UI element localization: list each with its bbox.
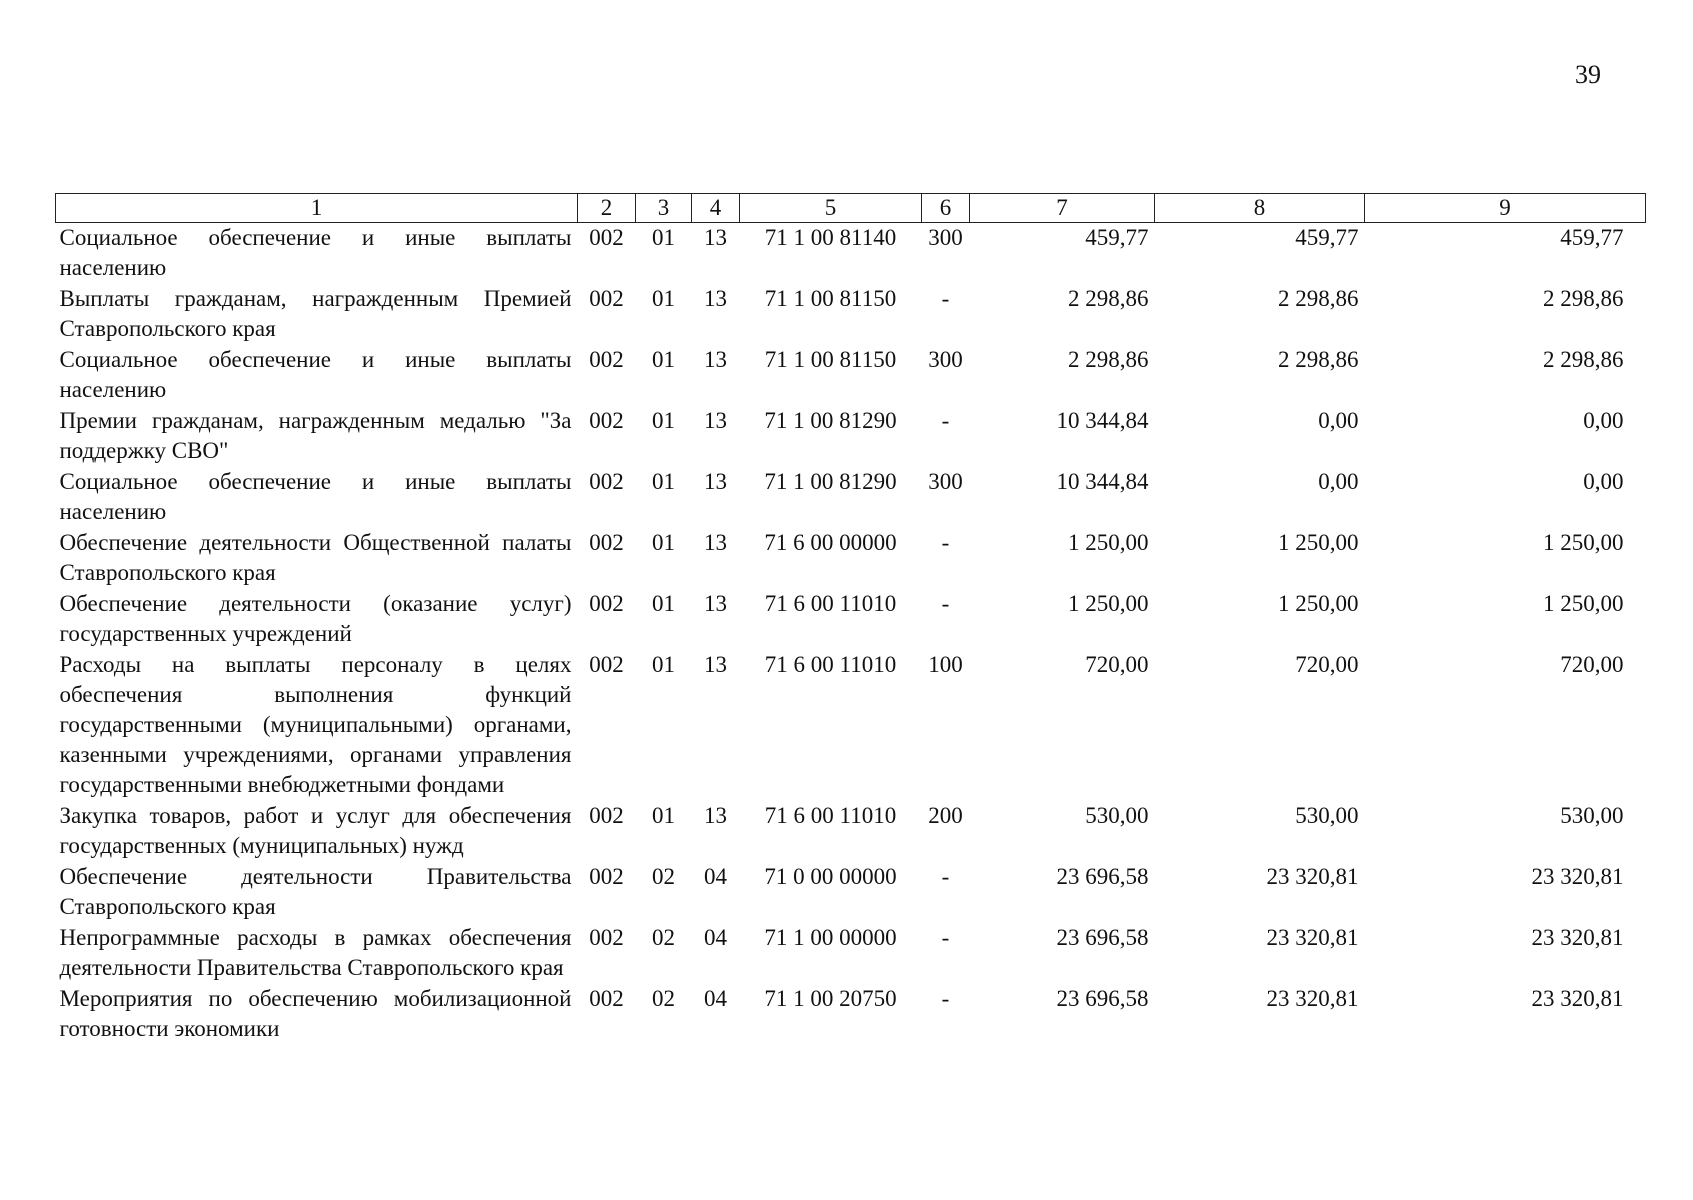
cell-target-code: 71 6 00 11010 — [764, 591, 897, 616]
table-row — [56, 862, 1646, 923]
cell-target-code: 71 1 00 20750 — [764, 986, 897, 1011]
cell-section-code: 01 — [652, 530, 675, 555]
cell-amount-col8: 2 298,86 — [1278, 286, 1359, 311]
cell-item-name: Расходы на выплаты персоналу в целях обеспечения выполнения функций государственными (муниципальными) органами, казенными учреждениями, органами управления государственными внебюджетными фондами — [59, 652, 572, 797]
cell-section-code: 01 — [652, 408, 675, 433]
cell-subsection-code: 13 — [704, 469, 727, 494]
cell-amount-col7: 23 696,58 — [1056, 864, 1149, 889]
header-row — [56, 194, 1646, 223]
cell-ministry-code: 002 — [589, 986, 624, 1011]
cell-ministry-code: 002 — [589, 591, 624, 616]
cell-target-code: 71 1 00 81140 — [764, 225, 897, 250]
cell-section-code: 02 — [652, 986, 675, 1011]
page-number: 39 — [1575, 60, 1601, 89]
cell-expense-type: 100 — [928, 652, 963, 677]
cell-item-name: Социальное обеспечение и иные выплаты населению — [59, 347, 572, 402]
cell-subsection-code: 04 — [704, 864, 727, 889]
table-row — [56, 284, 1646, 345]
cell-subsection-code: 13 — [704, 591, 727, 616]
table-row — [56, 223, 1646, 285]
cell-expense-type: - — [941, 864, 950, 889]
cell-subsection-code: 13 — [704, 225, 727, 250]
cell-section-code: 01 — [652, 225, 675, 250]
cell-section-code: 01 — [652, 347, 675, 372]
column-header-9: 9 — [1365, 194, 1646, 223]
budget-table-container — [55, 193, 1645, 1045]
cell-item-name: Непрограммные расходы в рамках обеспечения деятельности Правительства Ставропольского края — [59, 925, 572, 980]
table-row — [56, 406, 1646, 467]
cell-expense-type: - — [941, 591, 950, 616]
cell-item-name: Социальное обеспечение и иные выплаты населению — [59, 225, 572, 280]
cell-expense-type: - — [941, 925, 950, 950]
cell-amount-col7: 10 344,84 — [1056, 469, 1149, 494]
cell-ministry-code: 002 — [589, 286, 624, 311]
cell-expense-type: - — [941, 286, 950, 311]
cell-item-name: Обеспечение деятельности (оказание услуг) государственных учреждений — [59, 591, 572, 646]
column-header-6: 6 — [922, 194, 970, 223]
cell-item-name: Выплаты гражданам, награжденным Премией Ставропольского края — [59, 286, 572, 341]
cell-section-code: 02 — [652, 925, 675, 950]
cell-subsection-code: 13 — [704, 286, 727, 311]
cell-item-name: Премии гражданам, награжденным медалью "За поддержку СВО" — [59, 408, 572, 463]
cell-subsection-code: 04 — [704, 986, 727, 1011]
cell-amount-col9: 1 250,00 — [1543, 530, 1624, 555]
cell-amount-col8: 530,00 — [1295, 803, 1359, 828]
cell-ministry-code: 002 — [589, 347, 624, 372]
column-header-3: 3 — [636, 194, 692, 223]
cell-target-code: 71 1 00 81150 — [764, 347, 897, 372]
cell-amount-col7: 1 250,00 — [1068, 530, 1149, 555]
cell-expense-type: 300 — [928, 347, 963, 372]
cell-item-name: Социальное обеспечение и иные выплаты населению — [59, 469, 572, 524]
cell-subsection-code: 04 — [704, 925, 727, 950]
cell-section-code: 01 — [652, 652, 675, 677]
cell-amount-col7: 10 344,84 — [1056, 408, 1149, 433]
cell-subsection-code: 13 — [704, 803, 727, 828]
cell-target-code: 71 1 00 00000 — [764, 925, 897, 950]
column-header-1: 1 — [56, 194, 578, 223]
cell-expense-type: - — [941, 408, 950, 433]
cell-expense-type: 200 — [928, 803, 963, 828]
cell-amount-col8: 1 250,00 — [1278, 530, 1359, 555]
cell-amount-col7: 459,77 — [1085, 225, 1149, 250]
cell-expense-type: 300 — [928, 469, 963, 494]
table-row — [56, 984, 1646, 1045]
table-row — [56, 345, 1646, 406]
table-body — [56, 223, 1646, 1046]
cell-amount-col9: 23 320,81 — [1531, 925, 1624, 950]
cell-item-name: Мероприятия по обеспечению мобилизационной готовности экономики — [59, 986, 572, 1041]
table-row — [56, 650, 1646, 801]
cell-amount-col9: 720,00 — [1560, 652, 1624, 677]
cell-amount-col9: 530,00 — [1560, 803, 1624, 828]
column-header-7: 7 — [970, 194, 1155, 223]
cell-subsection-code: 13 — [704, 530, 727, 555]
cell-target-code: 71 6 00 00000 — [764, 530, 897, 555]
cell-amount-col9: 23 320,81 — [1531, 986, 1624, 1011]
cell-amount-col7: 1 250,00 — [1068, 591, 1149, 616]
table-row — [56, 801, 1646, 862]
cell-item-name: Обеспечение деятельности Общественной палаты Ставропольского края — [59, 530, 572, 585]
column-header-5: 5 — [740, 194, 922, 223]
cell-amount-col9: 0,00 — [1583, 469, 1624, 494]
cell-section-code: 01 — [652, 286, 675, 311]
cell-amount-col8: 720,00 — [1295, 652, 1359, 677]
cell-section-code: 01 — [652, 469, 675, 494]
cell-amount-col8: 2 298,86 — [1278, 347, 1359, 372]
cell-amount-col7: 23 696,58 — [1056, 925, 1149, 950]
cell-expense-type: - — [941, 986, 950, 1011]
table-row — [56, 589, 1646, 650]
cell-amount-col8: 0,00 — [1318, 469, 1359, 494]
cell-amount-col7: 2 298,86 — [1068, 286, 1149, 311]
cell-ministry-code: 002 — [589, 225, 624, 250]
cell-amount-col9: 23 320,81 — [1531, 864, 1624, 889]
cell-item-name: Закупка товаров, работ и услуг для обеспечения государственных (муниципальных) нужд — [59, 803, 572, 858]
cell-amount-col9: 2 298,86 — [1543, 347, 1624, 372]
budget-table — [55, 193, 1646, 1045]
cell-subsection-code: 13 — [704, 347, 727, 372]
cell-amount-col9: 1 250,00 — [1543, 591, 1624, 616]
cell-section-code: 01 — [652, 591, 675, 616]
cell-amount-col7: 530,00 — [1085, 803, 1149, 828]
cell-amount-col7: 2 298,86 — [1068, 347, 1149, 372]
cell-amount-col8: 23 320,81 — [1266, 864, 1359, 889]
cell-expense-type: 300 — [928, 225, 963, 250]
cell-amount-col9: 459,77 — [1560, 225, 1624, 250]
column-header-2: 2 — [578, 194, 636, 223]
cell-ministry-code: 002 — [589, 408, 624, 433]
cell-subsection-code: 13 — [704, 408, 727, 433]
cell-ministry-code: 002 — [589, 864, 624, 889]
cell-ministry-code: 002 — [589, 652, 624, 677]
cell-section-code: 01 — [652, 803, 675, 828]
cell-target-code: 71 1 00 81290 — [764, 408, 897, 433]
cell-amount-col8: 23 320,81 — [1266, 986, 1359, 1011]
cell-amount-col8: 459,77 — [1295, 225, 1359, 250]
cell-ministry-code: 002 — [589, 925, 624, 950]
cell-target-code: 71 1 00 81290 — [764, 469, 897, 494]
cell-ministry-code: 002 — [589, 469, 624, 494]
cell-item-name: Обеспечение деятельности Правительства Ставропольского края — [59, 864, 572, 919]
cell-amount-col8: 23 320,81 — [1266, 925, 1359, 950]
cell-amount-col9: 2 298,86 — [1543, 286, 1624, 311]
cell-ministry-code: 002 — [589, 530, 624, 555]
cell-ministry-code: 002 — [589, 803, 624, 828]
column-header-4: 4 — [692, 194, 740, 223]
cell-amount-col9: 0,00 — [1583, 408, 1624, 433]
table-row — [56, 528, 1646, 589]
cell-amount-col7: 720,00 — [1085, 652, 1149, 677]
cell-target-code: 71 6 00 11010 — [764, 652, 897, 677]
cell-expense-type: - — [941, 530, 950, 555]
cell-subsection-code: 13 — [704, 652, 727, 677]
cell-section-code: 02 — [652, 864, 675, 889]
table-row — [56, 923, 1646, 984]
cell-amount-col8: 1 250,00 — [1278, 591, 1359, 616]
cell-target-code: 71 6 00 11010 — [764, 803, 897, 828]
cell-target-code: 71 1 00 81150 — [764, 286, 897, 311]
column-header-8: 8 — [1155, 194, 1365, 223]
table-row — [56, 467, 1646, 528]
cell-amount-col8: 0,00 — [1318, 408, 1359, 433]
cell-amount-col7: 23 696,58 — [1056, 986, 1149, 1011]
cell-target-code: 71 0 00 00000 — [764, 864, 897, 889]
